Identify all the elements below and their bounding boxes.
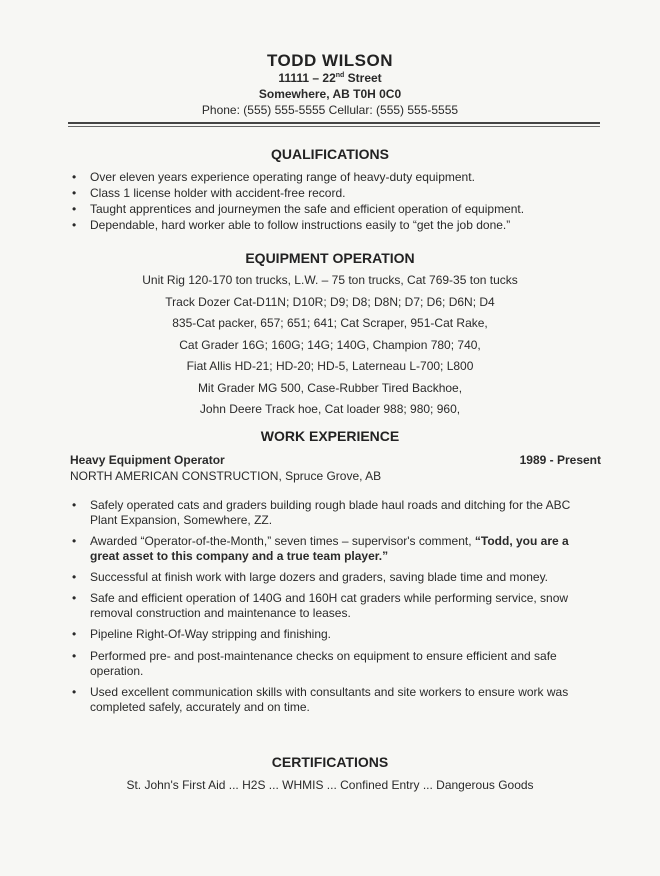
- bullet-icon: •: [72, 591, 77, 605]
- job-company: NORTH AMERICAN CONSTRUCTION, Spruce Grove, AB: [70, 469, 382, 483]
- certifications-list: St. John's First Aid ... H2S ... WHMIS ... Confined Entry ... Dangerous Goods: [126, 778, 534, 792]
- list-item: • Dependable, hard worker able to follow instructions easily to “get the job done.”: [72, 218, 511, 232]
- job-title: Heavy Equipment Operator: [70, 453, 225, 467]
- resume-name: TODD WILSON: [266, 51, 394, 70]
- equipment-line: Cat Grader 16G; 160G; 14G; 140G, Champion 780; 740,: [179, 337, 481, 352]
- list-item: • Over eleven years experience operating range of heavy-duty equipment.: [72, 170, 475, 184]
- list-item: • Safe and efficient operation of 140G and 160H cat graders while performing service, snow removal construction and maintenance to leases.: [72, 591, 569, 620]
- qualifications-heading: QUALIFICATIONS: [271, 146, 389, 162]
- list-item: • Taught apprentices and journeymen the safe and efficient operation of equipment.: [72, 202, 525, 216]
- equipment-heading: EQUIPMENT OPERATION: [245, 250, 415, 266]
- list-item: • Class 1 license holder with accident-free record.: [72, 186, 346, 200]
- list-item: • Safely operated cats and graders building rough blade haul roads and ditching for the ABC Plant Expansion, Somewhere, ZZ.: [72, 498, 571, 527]
- qualifications-list: [70, 169, 610, 233]
- bullet-icon: •: [72, 685, 77, 699]
- equipment-line: Mit Grader MG 500, Case-Rubber Tired Backhoe,: [197, 380, 463, 395]
- certifications-heading: CERTIFICATIONS: [271, 754, 389, 770]
- equipment-line: 835-Cat packer, 657; 651; 641; Cat Scraper, 951-Cat Rake,: [172, 316, 488, 330]
- list-item: • Successful at finish work with large dozers and graders, saving blade time and money.: [72, 570, 549, 584]
- bullet-icon: •: [72, 186, 77, 200]
- bullet-icon: •: [72, 627, 77, 641]
- equipment-line: John Deere Track hoe, Cat loader 988; 980; 960,: [199, 402, 461, 416]
- list-item: • Used excellent communication skills with consultants and site workers to ensure work was completed safely, accurately and on time.: [72, 685, 569, 714]
- job-dates: 1989 - Present: [519, 453, 601, 467]
- equipment-line: Unit Rig 120-170 ton trucks, L.W. – 75 ton trucks, Cat 769-35 ton tucks: [142, 273, 518, 287]
- equipment-list: [0, 270, 660, 421]
- bullet-icon: •: [72, 218, 77, 232]
- bullet-icon: •: [72, 649, 77, 663]
- equipment-line: Fiat Allis HD-21; HD-20; HD-5, Laterneau L-700; L800: [186, 359, 474, 373]
- bullet-icon: •: [72, 202, 77, 216]
- supervisor-quote: “Todd, you are a great asset to this company and a true team player.”: [90, 534, 569, 563]
- list-item: • Pipeline Right-Of-Way stripping and finishing.: [72, 627, 332, 641]
- work-experience-heading: WORK EXPERIENCE: [260, 428, 400, 444]
- equipment-line: Track Dozer Cat-D11N; D10R; D9; D8; D8N; D7; D6; D6N; D4: [165, 294, 495, 309]
- bullet-icon: •: [72, 170, 77, 184]
- street-address: 11111 – 22nd Street: [278, 71, 382, 85]
- ordinal-suffix: nd: [335, 72, 345, 79]
- bullet-icon: •: [72, 498, 77, 512]
- header-divider-thick: [68, 122, 600, 124]
- city-address: Somewhere, AB T0H 0C0: [258, 87, 402, 101]
- list-item: • Awarded “Operator-of-the-Month,” seven times – supervisor's comment, “Todd, you are a great asset to this company and a true team player.”: [72, 534, 569, 563]
- bullet-icon: •: [72, 534, 77, 548]
- phone-numbers: Phone: (555) 555-5555 Cellular: (555) 555-5555: [201, 103, 459, 117]
- work-duties-list: [70, 498, 598, 721]
- bullet-icon: •: [72, 570, 77, 584]
- header-divider-thin: [68, 126, 600, 127]
- list-item: • Performed pre- and post-maintenance checks on equipment to ensure efficient and safe operation.: [72, 649, 557, 678]
